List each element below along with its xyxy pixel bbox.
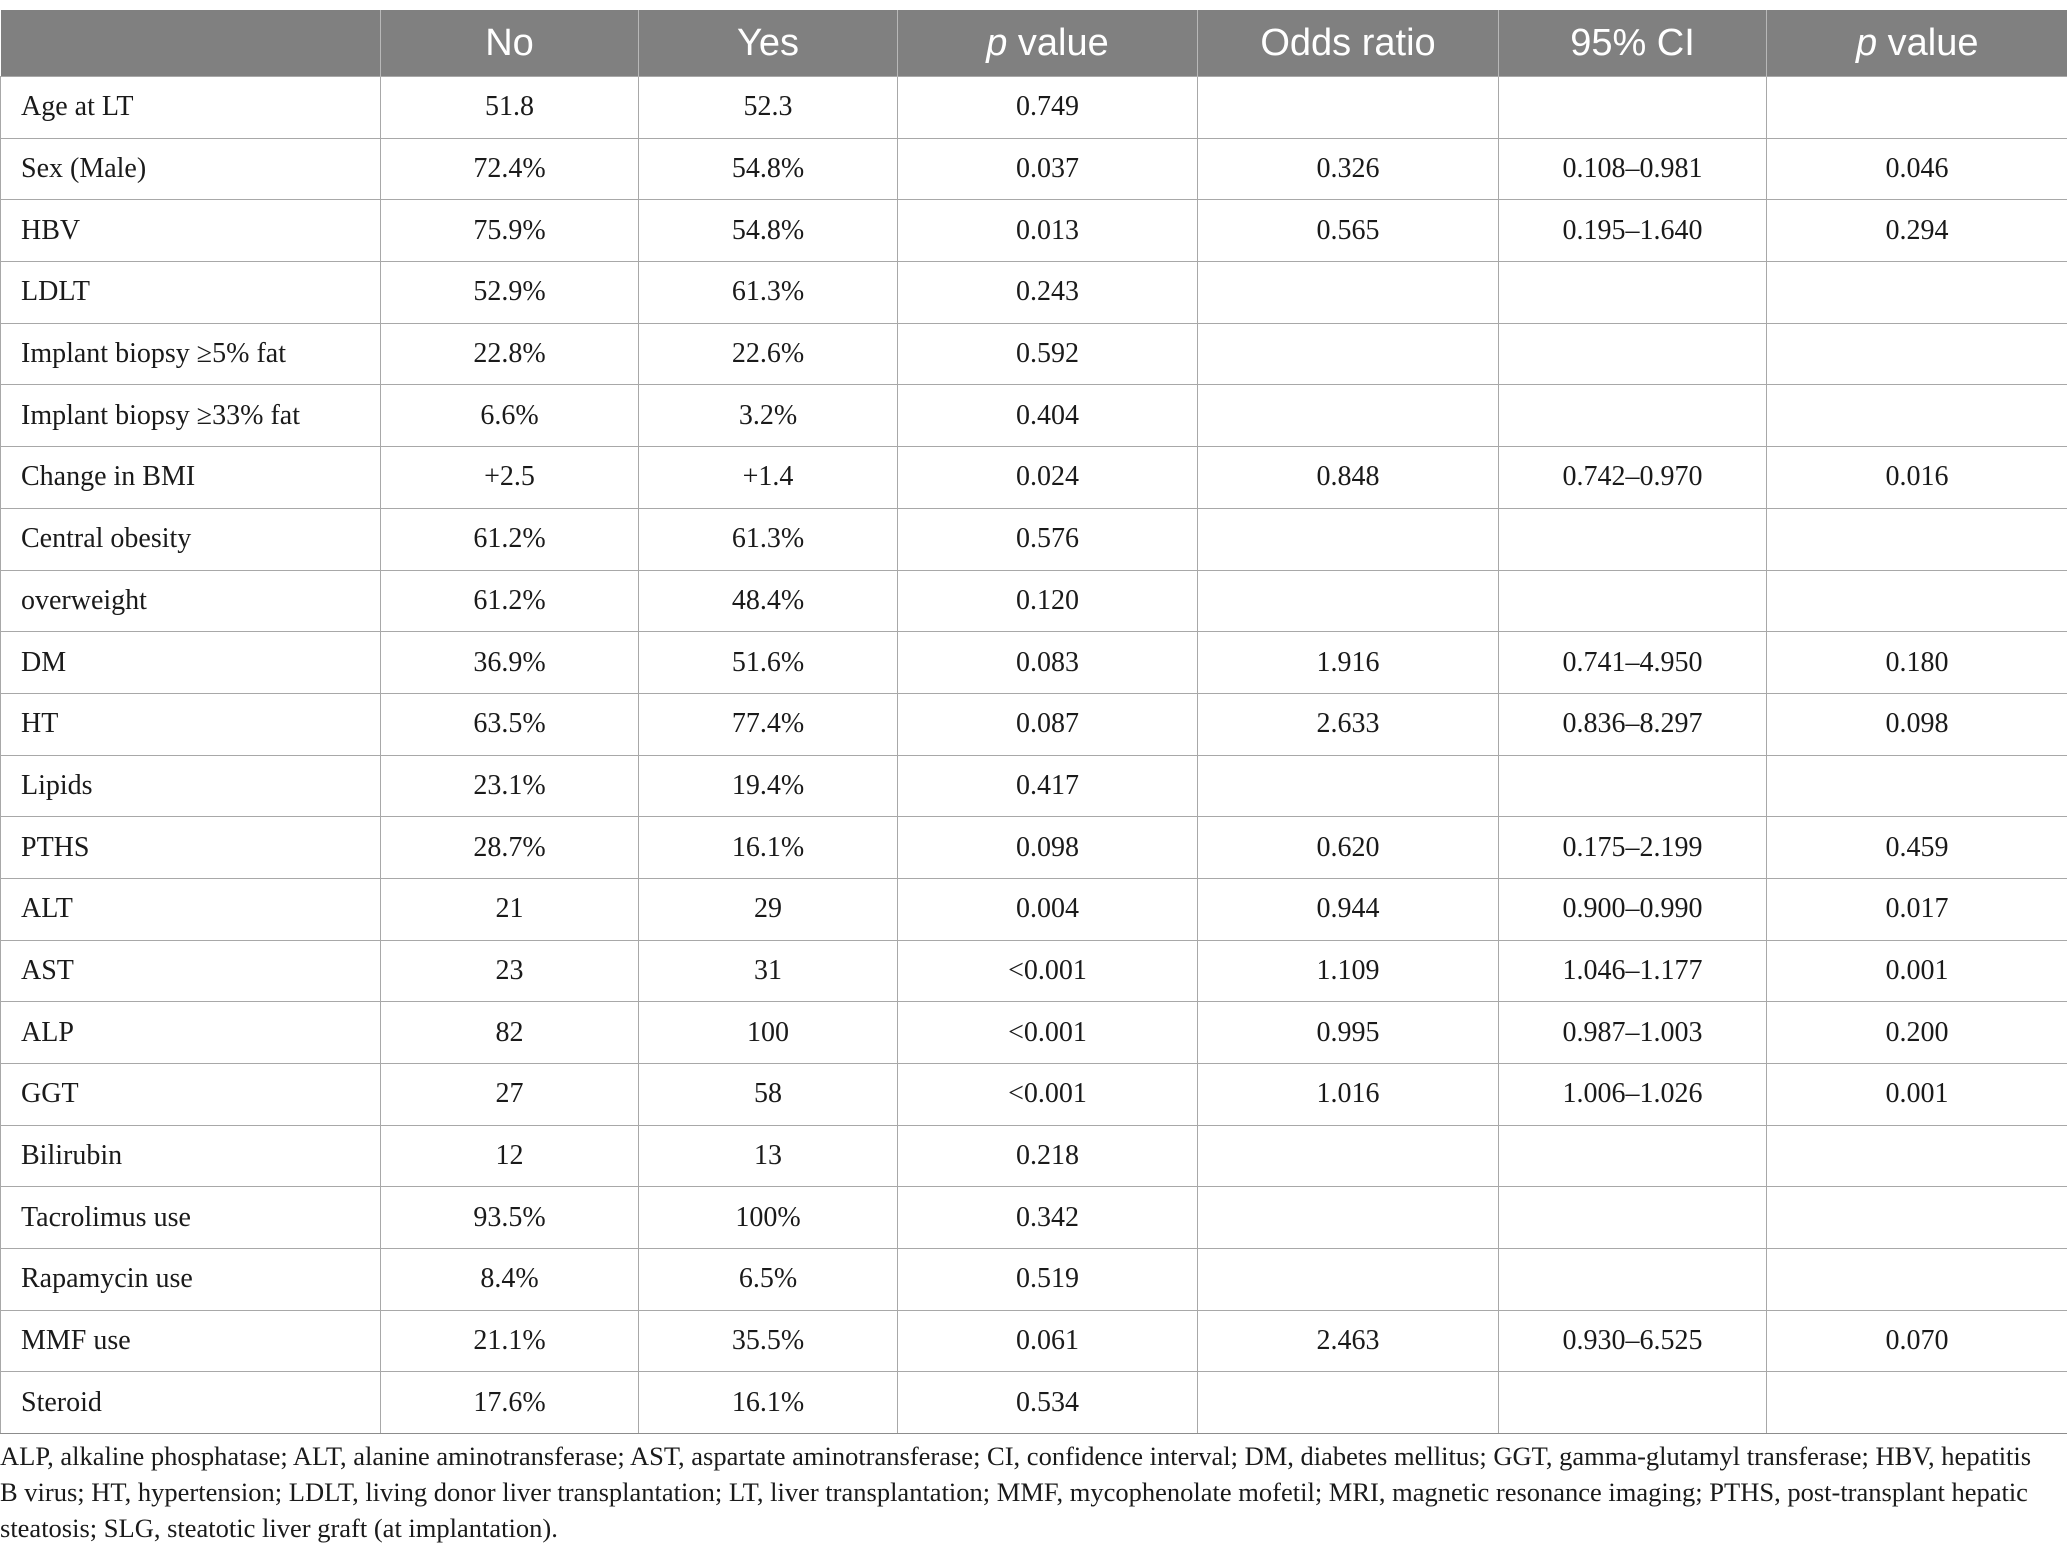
cell-p-value-multivariate bbox=[1767, 77, 2067, 139]
cell-no: 17.6% bbox=[381, 1372, 639, 1434]
cell-95-ci bbox=[1499, 1249, 1767, 1311]
cell-variable: Tacrolimus use bbox=[1, 1187, 381, 1249]
table-header bbox=[1, 10, 2067, 77]
cell-95-ci: 0.175–2.199 bbox=[1499, 817, 1767, 879]
header-no: No bbox=[381, 10, 639, 77]
cell-p-value: 0.592 bbox=[898, 323, 1198, 385]
cell-no: 61.2% bbox=[381, 508, 639, 570]
cell-p-value-multivariate: 0.294 bbox=[1767, 200, 2067, 262]
cell-no: 21.1% bbox=[381, 1310, 639, 1372]
cell-p-value: 0.024 bbox=[898, 447, 1198, 509]
cell-95-ci bbox=[1499, 508, 1767, 570]
cell-p-value: 0.404 bbox=[898, 385, 1198, 447]
cell-odds-ratio bbox=[1198, 1372, 1499, 1434]
cell-no: 61.2% bbox=[381, 570, 639, 632]
table-row bbox=[1, 632, 2067, 694]
cell-p-value-multivariate bbox=[1767, 385, 2067, 447]
cell-variable: Age at LT bbox=[1, 77, 381, 139]
cell-odds-ratio: 1.109 bbox=[1198, 940, 1499, 1002]
cell-p-value-multivariate bbox=[1767, 755, 2067, 817]
table-row bbox=[1, 1372, 2067, 1434]
cell-p-value-multivariate: 0.200 bbox=[1767, 1002, 2067, 1064]
cell-no: 23 bbox=[381, 940, 639, 1002]
cell-p-value: 0.098 bbox=[898, 817, 1198, 879]
header-yes: Yes bbox=[639, 10, 898, 77]
cell-variable: Steroid bbox=[1, 1372, 381, 1434]
cell-p-value: 0.087 bbox=[898, 693, 1198, 755]
cell-odds-ratio: 2.633 bbox=[1198, 693, 1499, 755]
cell-yes: 35.5% bbox=[639, 1310, 898, 1372]
header-suffix: value bbox=[1007, 21, 1109, 64]
cell-yes: 3.2% bbox=[639, 385, 898, 447]
cell-variable: HBV bbox=[1, 200, 381, 262]
cell-odds-ratio: 0.326 bbox=[1198, 138, 1499, 200]
cell-odds-ratio: 0.944 bbox=[1198, 878, 1499, 940]
data-table bbox=[0, 10, 2067, 1434]
cell-p-value-multivariate bbox=[1767, 570, 2067, 632]
cell-95-ci bbox=[1499, 262, 1767, 324]
cell-95-ci bbox=[1499, 1187, 1767, 1249]
cell-yes: 61.3% bbox=[639, 262, 898, 324]
cell-p-value: 0.083 bbox=[898, 632, 1198, 694]
cell-yes: 100% bbox=[639, 1187, 898, 1249]
cell-95-ci bbox=[1499, 1125, 1767, 1187]
cell-p-value-multivariate: 0.001 bbox=[1767, 940, 2067, 1002]
cell-p-value: 0.534 bbox=[898, 1372, 1198, 1434]
header-p-value-multivariate bbox=[1767, 10, 2067, 77]
cell-p-value-multivariate: 0.016 bbox=[1767, 447, 2067, 509]
table-row bbox=[1, 138, 2067, 200]
cell-p-value-multivariate bbox=[1767, 508, 2067, 570]
cell-variable: MMF use bbox=[1, 1310, 381, 1372]
data-table-container bbox=[0, 10, 2067, 1434]
cell-odds-ratio: 0.565 bbox=[1198, 200, 1499, 262]
cell-odds-ratio bbox=[1198, 570, 1499, 632]
cell-odds-ratio bbox=[1198, 323, 1499, 385]
cell-p-value: 0.061 bbox=[898, 1310, 1198, 1372]
cell-no: 12 bbox=[381, 1125, 639, 1187]
table-row bbox=[1, 200, 2067, 262]
cell-variable: LDLT bbox=[1, 262, 381, 324]
cell-no: 75.9% bbox=[381, 200, 639, 262]
cell-yes: 13 bbox=[639, 1125, 898, 1187]
cell-p-value: 0.342 bbox=[898, 1187, 1198, 1249]
cell-yes: 31 bbox=[639, 940, 898, 1002]
cell-p-value: 0.749 bbox=[898, 77, 1198, 139]
cell-yes: +1.4 bbox=[639, 447, 898, 509]
cell-variable: ALT bbox=[1, 878, 381, 940]
table-row bbox=[1, 77, 2067, 139]
cell-no: 36.9% bbox=[381, 632, 639, 694]
cell-no: 21 bbox=[381, 878, 639, 940]
cell-yes: 16.1% bbox=[639, 817, 898, 879]
cell-odds-ratio: 2.463 bbox=[1198, 1310, 1499, 1372]
cell-odds-ratio bbox=[1198, 508, 1499, 570]
cell-p-value-multivariate: 0.459 bbox=[1767, 817, 2067, 879]
table-row bbox=[1, 570, 2067, 632]
cell-no: 52.9% bbox=[381, 262, 639, 324]
table-row bbox=[1, 1064, 2067, 1126]
cell-odds-ratio bbox=[1198, 755, 1499, 817]
table-row bbox=[1, 755, 2067, 817]
cell-p-value: <0.001 bbox=[898, 940, 1198, 1002]
cell-no: 93.5% bbox=[381, 1187, 639, 1249]
cell-no: +2.5 bbox=[381, 447, 639, 509]
cell-yes: 48.4% bbox=[639, 570, 898, 632]
cell-95-ci: 1.006–1.026 bbox=[1499, 1064, 1767, 1126]
table-row bbox=[1, 1187, 2067, 1249]
cell-odds-ratio: 0.848 bbox=[1198, 447, 1499, 509]
cell-variable: DM bbox=[1, 632, 381, 694]
cell-p-value: 0.004 bbox=[898, 878, 1198, 940]
cell-no: 23.1% bbox=[381, 755, 639, 817]
header-odds-ratio: Odds ratio bbox=[1198, 10, 1499, 77]
cell-p-value: <0.001 bbox=[898, 1002, 1198, 1064]
cell-yes: 29 bbox=[639, 878, 898, 940]
cell-no: 51.8 bbox=[381, 77, 639, 139]
table-row bbox=[1, 323, 2067, 385]
cell-95-ci: 0.195–1.640 bbox=[1499, 200, 1767, 262]
cell-variable: PTHS bbox=[1, 817, 381, 879]
cell-yes: 52.3 bbox=[639, 77, 898, 139]
table-row bbox=[1, 1310, 2067, 1372]
cell-p-value: 0.519 bbox=[898, 1249, 1198, 1311]
cell-p-value-multivariate: 0.098 bbox=[1767, 693, 2067, 755]
cell-yes: 100 bbox=[639, 1002, 898, 1064]
cell-95-ci bbox=[1499, 570, 1767, 632]
table-row bbox=[1, 385, 2067, 447]
cell-p-value-multivariate bbox=[1767, 323, 2067, 385]
cell-no: 6.6% bbox=[381, 385, 639, 447]
cell-95-ci bbox=[1499, 1372, 1767, 1434]
cell-no: 28.7% bbox=[381, 817, 639, 879]
cell-95-ci: 1.046–1.177 bbox=[1499, 940, 1767, 1002]
cell-p-value-multivariate bbox=[1767, 1249, 2067, 1311]
cell-variable: AST bbox=[1, 940, 381, 1002]
table-row bbox=[1, 1002, 2067, 1064]
header-italic-p: p bbox=[1855, 21, 1878, 64]
cell-yes: 19.4% bbox=[639, 755, 898, 817]
cell-yes: 61.3% bbox=[639, 508, 898, 570]
table-row bbox=[1, 1125, 2067, 1187]
cell-95-ci bbox=[1499, 77, 1767, 139]
cell-no: 63.5% bbox=[381, 693, 639, 755]
cell-p-value-multivariate: 0.001 bbox=[1767, 1064, 2067, 1126]
cell-variable: HT bbox=[1, 693, 381, 755]
cell-p-value-multivariate: 0.070 bbox=[1767, 1310, 2067, 1372]
cell-variable: Sex (Male) bbox=[1, 138, 381, 200]
header-row bbox=[1, 10, 2067, 77]
cell-no: 8.4% bbox=[381, 1249, 639, 1311]
cell-yes: 51.6% bbox=[639, 632, 898, 694]
cell-yes: 77.4% bbox=[639, 693, 898, 755]
cell-p-value: 0.013 bbox=[898, 200, 1198, 262]
cell-odds-ratio bbox=[1198, 1187, 1499, 1249]
cell-p-value: 0.243 bbox=[898, 262, 1198, 324]
cell-odds-ratio bbox=[1198, 1249, 1499, 1311]
cell-p-value: 0.576 bbox=[898, 508, 1198, 570]
cell-odds-ratio: 0.620 bbox=[1198, 817, 1499, 879]
header-italic-p: p bbox=[986, 21, 1008, 64]
cell-odds-ratio bbox=[1198, 1125, 1499, 1187]
cell-95-ci: 0.741–4.950 bbox=[1499, 632, 1767, 694]
header-p-value-univariate bbox=[898, 10, 1198, 77]
cell-95-ci bbox=[1499, 755, 1767, 817]
cell-p-value: <0.001 bbox=[898, 1064, 1198, 1126]
cell-95-ci bbox=[1499, 323, 1767, 385]
cell-variable: Central obesity bbox=[1, 508, 381, 570]
cell-yes: 6.5% bbox=[639, 1249, 898, 1311]
cell-no: 27 bbox=[381, 1064, 639, 1126]
cell-odds-ratio: 0.995 bbox=[1198, 1002, 1499, 1064]
cell-yes: 54.8% bbox=[639, 138, 898, 200]
table-row bbox=[1, 1249, 2067, 1311]
cell-odds-ratio: 1.916 bbox=[1198, 632, 1499, 694]
cell-p-value-multivariate bbox=[1767, 262, 2067, 324]
table-body bbox=[1, 77, 2067, 1434]
cell-95-ci: 0.987–1.003 bbox=[1499, 1002, 1767, 1064]
table-row bbox=[1, 262, 2067, 324]
cell-odds-ratio bbox=[1198, 385, 1499, 447]
cell-p-value-multivariate bbox=[1767, 1125, 2067, 1187]
cell-p-value-multivariate bbox=[1767, 1372, 2067, 1434]
cell-variable: Implant biopsy ≥5% fat bbox=[1, 323, 381, 385]
cell-95-ci: 0.900–0.990 bbox=[1499, 878, 1767, 940]
cell-p-value-multivariate: 0.017 bbox=[1767, 878, 2067, 940]
table-footnote: ALP, alkaline phosphatase; ALT, alanine aminotransferase; AST, aspartate aminotransferase; CI, confidence interval; DM, diabetes mellitus; GGT, gamma-glutamyl transferase; HBV, hepatitis B virus; HT, hypertension; LDLT, living donor liver transplantation; LT, liver transplantation; MMF, mycophenolate mofetil; MRI, magnetic resonance imaging; PTHS, post-transplant hepatic steatosis; SLG, steatotic liver graft (at implantation). bbox=[0, 1441, 2032, 1543]
cell-variable: Implant biopsy ≥33% fat bbox=[1, 385, 381, 447]
cell-yes: 58 bbox=[639, 1064, 898, 1126]
cell-95-ci: 0.742–0.970 bbox=[1499, 447, 1767, 509]
cell-95-ci bbox=[1499, 385, 1767, 447]
cell-yes: 16.1% bbox=[639, 1372, 898, 1434]
cell-p-value: 0.417 bbox=[898, 755, 1198, 817]
cell-variable: ALP bbox=[1, 1002, 381, 1064]
cell-odds-ratio bbox=[1198, 77, 1499, 139]
table-row bbox=[1, 508, 2067, 570]
cell-no: 82 bbox=[381, 1002, 639, 1064]
table-row bbox=[1, 693, 2067, 755]
cell-variable: Lipids bbox=[1, 755, 381, 817]
header-suffix: value bbox=[1877, 21, 1979, 64]
cell-p-value: 0.218 bbox=[898, 1125, 1198, 1187]
cell-variable: Change in BMI bbox=[1, 447, 381, 509]
cell-odds-ratio: 1.016 bbox=[1198, 1064, 1499, 1126]
header-95-ci: 95% CI bbox=[1499, 10, 1767, 77]
cell-yes: 54.8% bbox=[639, 200, 898, 262]
cell-p-value: 0.037 bbox=[898, 138, 1198, 200]
cell-no: 22.8% bbox=[381, 323, 639, 385]
cell-95-ci: 0.930–6.525 bbox=[1499, 1310, 1767, 1372]
cell-p-value-multivariate: 0.046 bbox=[1767, 138, 2067, 200]
cell-p-value-multivariate: 0.180 bbox=[1767, 632, 2067, 694]
cell-no: 72.4% bbox=[381, 138, 639, 200]
cell-yes: 22.6% bbox=[639, 323, 898, 385]
cell-95-ci: 0.836–8.297 bbox=[1499, 693, 1767, 755]
cell-variable: Rapamycin use bbox=[1, 1249, 381, 1311]
cell-variable: Bilirubin bbox=[1, 1125, 381, 1187]
cell-variable: GGT bbox=[1, 1064, 381, 1126]
cell-p-value-multivariate bbox=[1767, 1187, 2067, 1249]
cell-odds-ratio bbox=[1198, 262, 1499, 324]
cell-95-ci: 0.108–0.981 bbox=[1499, 138, 1767, 200]
cell-variable: overweight bbox=[1, 570, 381, 632]
cell-p-value: 0.120 bbox=[898, 570, 1198, 632]
table-row bbox=[1, 940, 2067, 1002]
table-row bbox=[1, 447, 2067, 509]
header-variable bbox=[1, 10, 381, 77]
table-row bbox=[1, 878, 2067, 940]
table-row bbox=[1, 817, 2067, 879]
